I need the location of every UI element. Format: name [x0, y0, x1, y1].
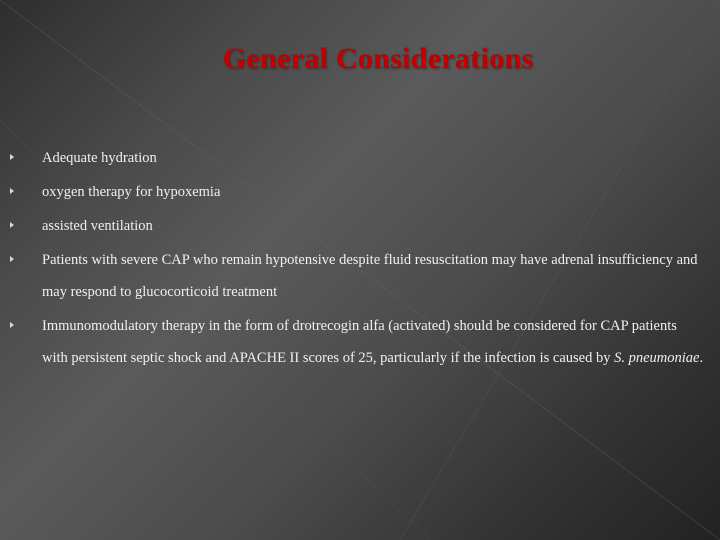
- bullet-text-end: .: [699, 350, 704, 366]
- bullet-text: Patients with severe CAP who remain hypotensive despite fluid resuscitation may have adrenal insufficiency and may respond to glucocorticoid treatment: [42, 252, 698, 300]
- bullet-icon: [10, 322, 15, 329]
- bullet-item-immunomodulatory-therapy: [0, 310, 720, 374]
- slide-title: General Considerations: [222, 42, 534, 75]
- bullet-icon: [10, 154, 15, 161]
- bullet-icon: [10, 222, 15, 229]
- bullet-item-assisted-ventilation: [0, 210, 720, 242]
- bullet-text: Adequate hydration: [42, 150, 157, 166]
- bullet-item-hydration: [0, 142, 720, 174]
- organism-name: S. pneumoniae: [614, 350, 700, 366]
- bullet-text: oxygen therapy for hypoxemia: [42, 184, 221, 200]
- bullet-text: assisted ventilation: [42, 218, 153, 234]
- bullet-item-oxygen-therapy: [0, 176, 720, 208]
- bullet-text: Immunomodulatory therapy in the form of drotrecogin alfa (activated) should be considered for CAP patients with persistent septic shock and APACHE II scores of 25, particularly if the infection is caused by: [42, 318, 677, 366]
- bullet-item-adrenal-insufficiency: [0, 244, 720, 308]
- bullet-icon: [10, 256, 15, 263]
- bullet-icon: [10, 188, 15, 195]
- bullet-list: [0, 142, 720, 376]
